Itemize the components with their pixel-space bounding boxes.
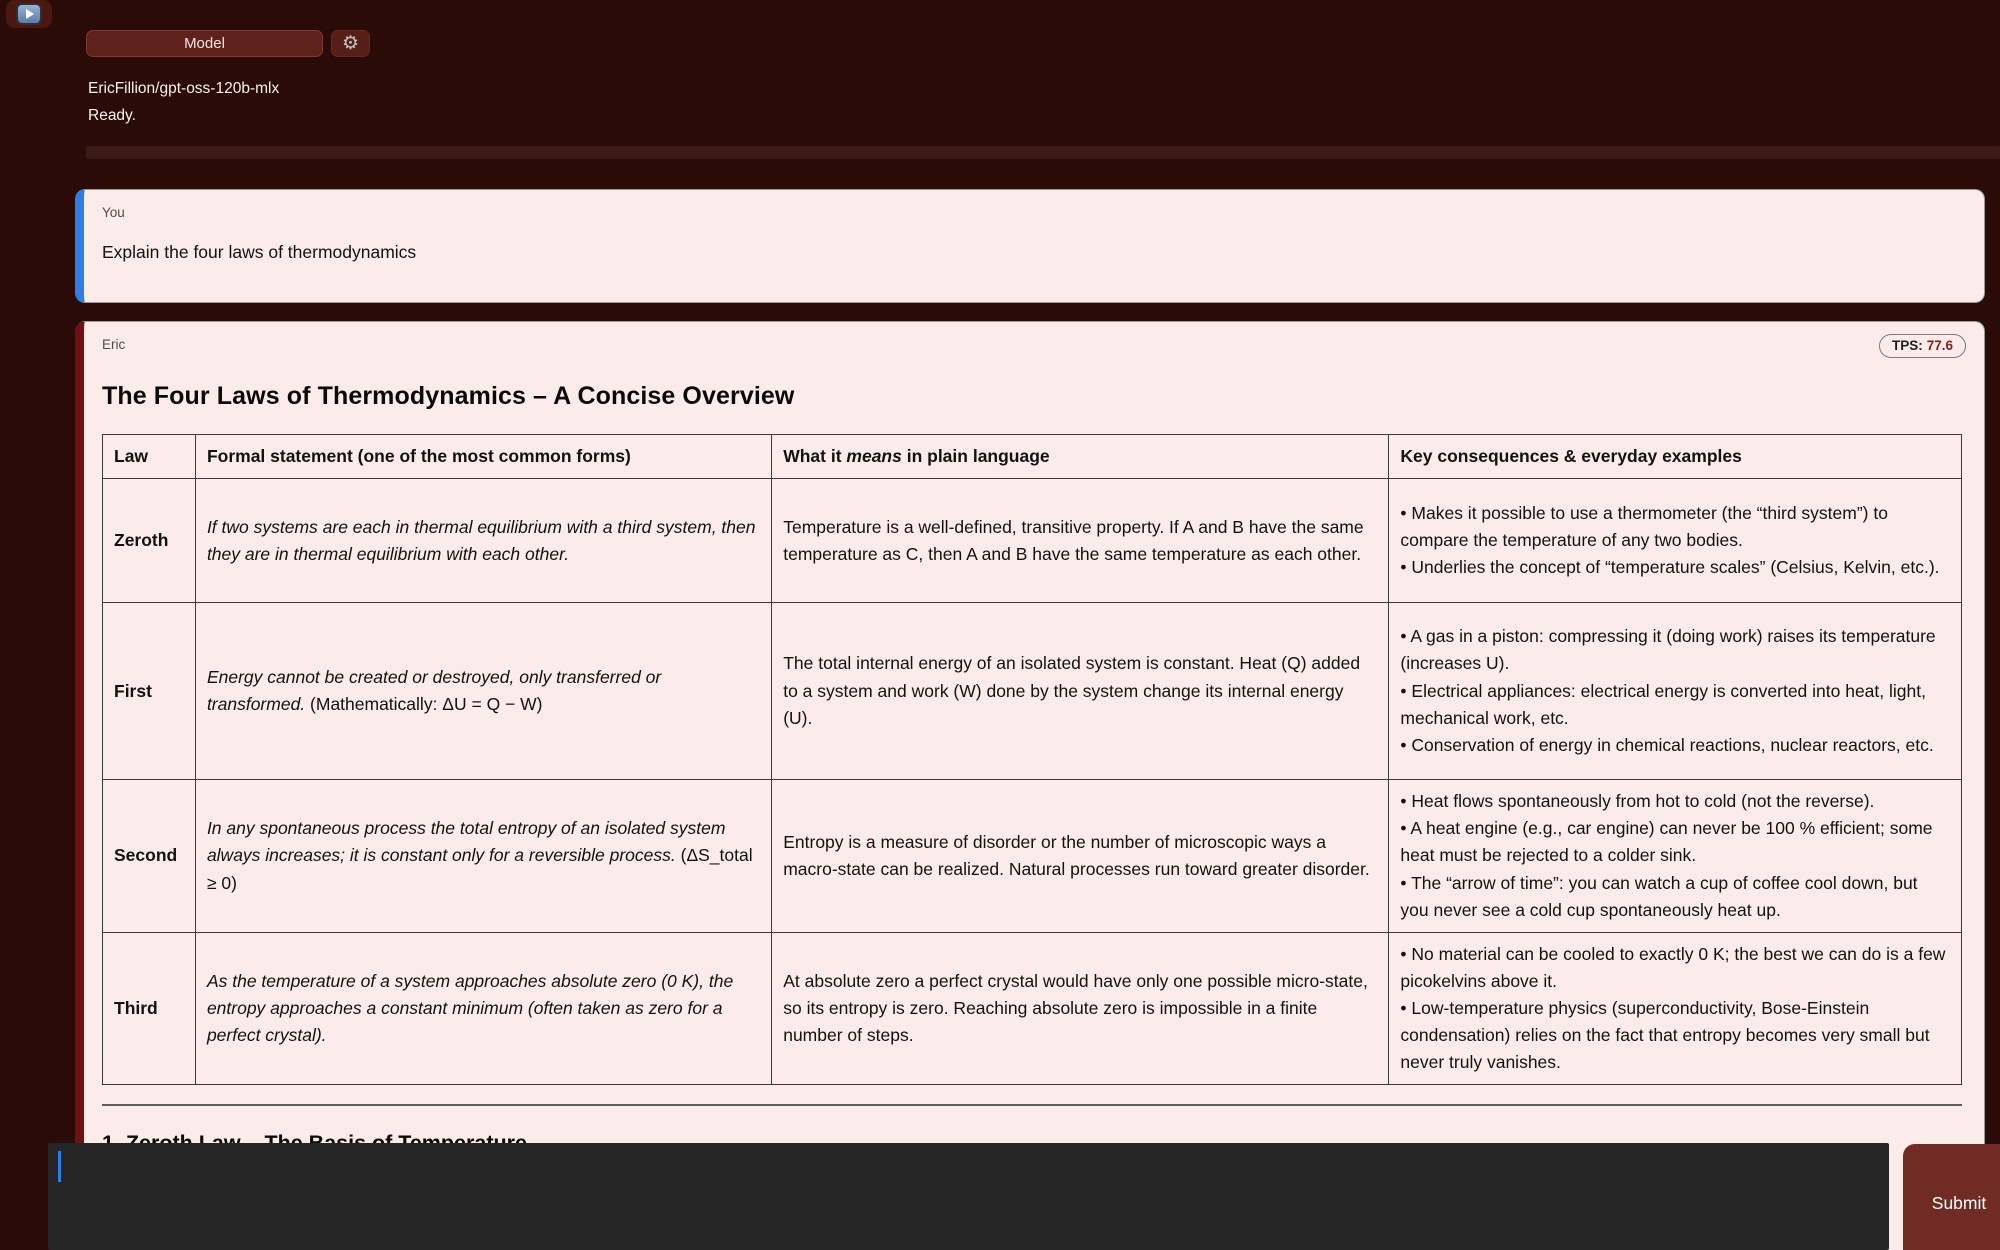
settings-button[interactable] — [331, 30, 370, 57]
consequences-cell — [1389, 479, 1962, 603]
section-divider — [102, 1104, 1962, 1106]
meaning-cell: At absolute zero a perfect crystal would have only one possible micro-state, so its entropy is zero. Reaching absolute zero is impossible in a finite number of steps. — [772, 932, 1389, 1085]
answer-title: The Four Laws of Thermodynamics – A Concise Overview — [102, 382, 795, 410]
table-header-cell: Key consequences & everyday examples — [1389, 435, 1962, 479]
text-cursor — [58, 1151, 61, 1182]
consequence-item: • A gas in a piston: compressing it (doing work) raises its temperature (increases U). — [1400, 626, 1936, 674]
play-icon — [16, 3, 42, 25]
consequences-cell — [1389, 780, 1962, 933]
run-button[interactable] — [6, 0, 52, 28]
table-row — [103, 479, 1962, 603]
table-row — [103, 603, 1962, 780]
table-body — [103, 479, 1962, 1085]
submit-button[interactable]: Submit — [1903, 1144, 2000, 1250]
table-row — [103, 932, 1962, 1085]
law-cell: Zeroth — [103, 479, 196, 603]
consequence-item: • A heat engine (e.g., car engine) can never be 100 % efficient; some heat must be rejected to a colder sink. — [1400, 818, 1933, 866]
tps-badge — [1879, 334, 1966, 358]
law-cell: Second — [103, 780, 196, 933]
user-message-card — [75, 189, 1985, 303]
consequences-cell — [1389, 932, 1962, 1085]
table-header-cell: Law — [103, 435, 196, 479]
gear-icon: ⚙ — [341, 33, 360, 54]
consequence-item: • Conservation of energy in chemical reactions, nuclear reactors, etc. — [1400, 734, 1934, 755]
formal-statement-cell: As the temperature of a system approaches absolute zero (0 K), the entropy approaches a constant minimum (often taken as zero for a perfect crystal). — [195, 932, 771, 1085]
consequence-item: • No material can be cooled to exactly 0 K; the best we can do is a few picokelvins above it. — [1400, 943, 1946, 991]
law-cell: First — [103, 603, 196, 780]
message-input[interactable] — [48, 1143, 1889, 1250]
user-message-author: You — [102, 205, 125, 220]
formal-statement-cell: In any spontaneous process the total entropy of an isolated system always increases; it is constant only for a reversible process. (ΔS_total ≥ 0) — [195, 780, 771, 933]
status-text: Ready. — [88, 107, 136, 124]
assistant-message-author: Eric — [102, 337, 126, 352]
consequence-item: • Underlies the concept of “temperature scales” (Celsius, Kelvin, etc.). — [1400, 557, 1940, 578]
formal-statement-cell: If two systems are each in thermal equilibrium with a third system, then they are in thermal equilibrium with each other. — [195, 479, 771, 603]
model-name: EricFillion/gpt-oss-120b-mlx — [88, 80, 280, 97]
tps-label: TPS: — [1891, 338, 1923, 353]
meaning-cell: The total internal energy of an isolated system is constant. Heat (Q) added to a system and work (W) done by the system change its internal energy (U). — [772, 603, 1389, 780]
laws-table — [102, 434, 1962, 1085]
table-row — [103, 780, 1962, 933]
meaning-cell: Entropy is a measure of disorder or the number of microscopic ways a macro-state can be realized. Natural processes run toward greater disorder. — [772, 780, 1389, 933]
formal-statement-cell: Energy cannot be created or destroyed, only transferred or transformed. (Mathematically: ΔU = Q − W) — [195, 603, 771, 780]
assistant-message-card — [75, 321, 1985, 1250]
user-message-text: Explain the four laws of thermodynamics — [102, 242, 417, 262]
consequence-item: • Makes it possible to use a thermometer (the “third system”) to compare the temperature of any two bodies. — [1400, 502, 1888, 551]
consequences-cell — [1389, 603, 1962, 780]
law-cell: Third — [103, 932, 196, 1085]
table-header-cell: Formal statement (one of the most common forms) — [195, 435, 771, 479]
progress-bar — [86, 146, 2000, 159]
consequence-item: • Heat flows spontaneously from hot to cold (not the reverse). — [1400, 791, 1875, 812]
consequence-item: • The “arrow of time”: you can watch a cup of coffee cool down, but you never see a cold cup spontaneously heat up. — [1400, 872, 1918, 920]
consequence-item: • Electrical appliances: electrical energy is converted into heat, light, mechanical work, etc. — [1400, 680, 1926, 728]
meaning-cell: Temperature is a well-defined, transitive property. If A and B have the same temperature as C, then A and B have the same temperature as each other. — [772, 479, 1389, 603]
model-button[interactable]: Model — [86, 30, 323, 57]
table-header-cell: What it means in plain language — [772, 435, 1389, 479]
tps-value: 77.6 — [1926, 338, 1953, 353]
table-header-row — [103, 435, 1962, 479]
consequence-item: • Low-temperature physics (superconductivity, Bose-Einstein condensation) relies on the fact that entropy becomes very small but never truly vanishes. — [1400, 998, 1930, 1073]
